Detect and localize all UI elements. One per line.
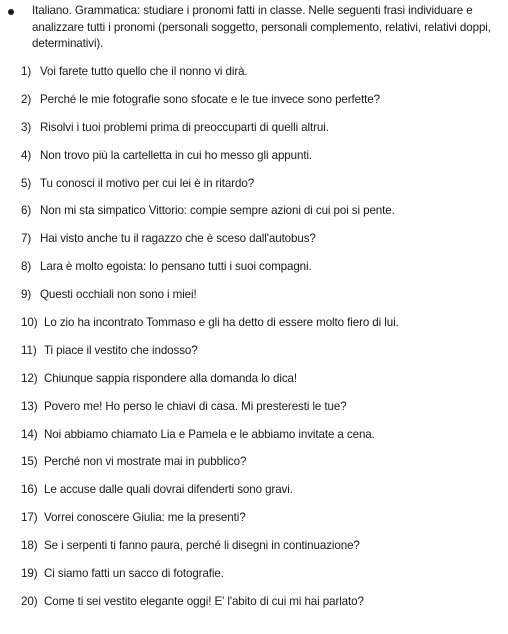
list-item [21, 511, 501, 539]
item-number: 14) [21, 427, 38, 441]
item-number: 16) [21, 483, 38, 497]
list-item [21, 344, 501, 372]
list-item [21, 455, 501, 483]
list-item [21, 93, 501, 121]
item-number: 4) [21, 148, 32, 162]
list-item [21, 204, 501, 232]
item-number: 9) [21, 288, 32, 302]
item-number: 20) [21, 594, 38, 608]
item-number: 7) [21, 232, 32, 246]
item-text: Ci siamo fatti un sacco di fotografie. [44, 567, 224, 581]
list-item [21, 65, 501, 93]
item-number: 11) [21, 343, 37, 357]
item-text: Perché non vi mostrate mai in pubblico? [44, 455, 247, 469]
item-text: Questi occhiali non sono i miei! [40, 288, 197, 302]
item-text: Ti piace il vestito che indosso? [44, 343, 198, 357]
list-item [21, 288, 501, 316]
bullet-icon [8, 9, 14, 15]
list-item [21, 149, 501, 177]
item-number: 19) [21, 567, 38, 581]
instructions-text: Italiano. Grammatica: studiare i pronomi fatti in classe. Nelle seguenti frasi individuare e analizzare tutti i pronomi (personali soggetto, personali complemento, relativi, relativi doppi, determinativi). [32, 4, 491, 50]
item-text: Come ti sei vestito elegante oggi! E' l'abito di cui mi hai parlato? [44, 594, 364, 608]
item-number: 1) [21, 65, 32, 78]
item-number: 5) [21, 176, 32, 190]
item-text: Se i serpenti ti fanno paura, perché li disegni in continuazione? [44, 539, 360, 553]
item-text: Risolvi i tuoi problemi prima di preoccuparti di quelli altrui. [40, 120, 329, 134]
item-number: 2) [21, 92, 32, 106]
item-number: 18) [21, 539, 38, 553]
list-item [21, 372, 501, 400]
item-text: Hai visto anche tu il ragazzo che è sceso dall'autobus? [40, 232, 316, 246]
list-item [21, 428, 501, 456]
item-number: 17) [21, 511, 38, 525]
list-item [21, 177, 501, 205]
list-item [21, 232, 501, 260]
sentence-list [21, 65, 501, 623]
item-text: Vorrei conoscere Giulia: me la presenti? [44, 511, 246, 525]
item-number: 6) [21, 204, 32, 218]
list-item [21, 121, 501, 149]
item-number: 12) [21, 371, 38, 385]
list-item [21, 260, 501, 288]
item-number: 8) [21, 260, 32, 274]
item-number: 15) [21, 455, 38, 469]
item-text: Le accuse dalle quali dovrai difenderti sono gravi. [44, 483, 293, 497]
item-text: Lo zio ha incontrato Tommaso e gli ha detto di essere molto fiero di lui. [44, 316, 399, 330]
item-number: 13) [21, 399, 38, 413]
item-text: Non trovo più la cartelletta in cui ho messo gli appunti. [40, 148, 313, 162]
item-text: Noi abbiamo chiamato Lia e Pamela e le abbiamo invitate a cena. [44, 427, 375, 441]
item-number: 3) [21, 120, 32, 134]
item-text: Perché le mie fotografie sono sfocate e le tue invece sono perfette? [40, 92, 380, 106]
list-item [21, 400, 501, 428]
list-item [21, 316, 501, 344]
item-text: Voi farete tutto quello che il nonno vi dirà. [40, 65, 248, 78]
exercise-instructions [8, 3, 500, 53]
item-text: Chiunque sappia rispondere alla domanda lo dica! [44, 371, 298, 385]
item-text: Non mi sta simpatico Vittorio: compie sempre azioni di cui poi si pente. [40, 204, 395, 218]
item-number: 10) [21, 316, 38, 330]
list-item [21, 567, 501, 595]
list-item [21, 483, 501, 511]
item-text: Tu conosci il motivo per cui lei è in ritardo? [40, 176, 255, 190]
item-text: Lara è molto egoista: lo pensano tutti i suoi compagni. [40, 260, 312, 274]
list-item [21, 595, 501, 623]
item-text: Povero me! Ho perso le chiavi di casa. Mi presteresti le tue? [44, 399, 347, 413]
list-item [21, 539, 501, 567]
